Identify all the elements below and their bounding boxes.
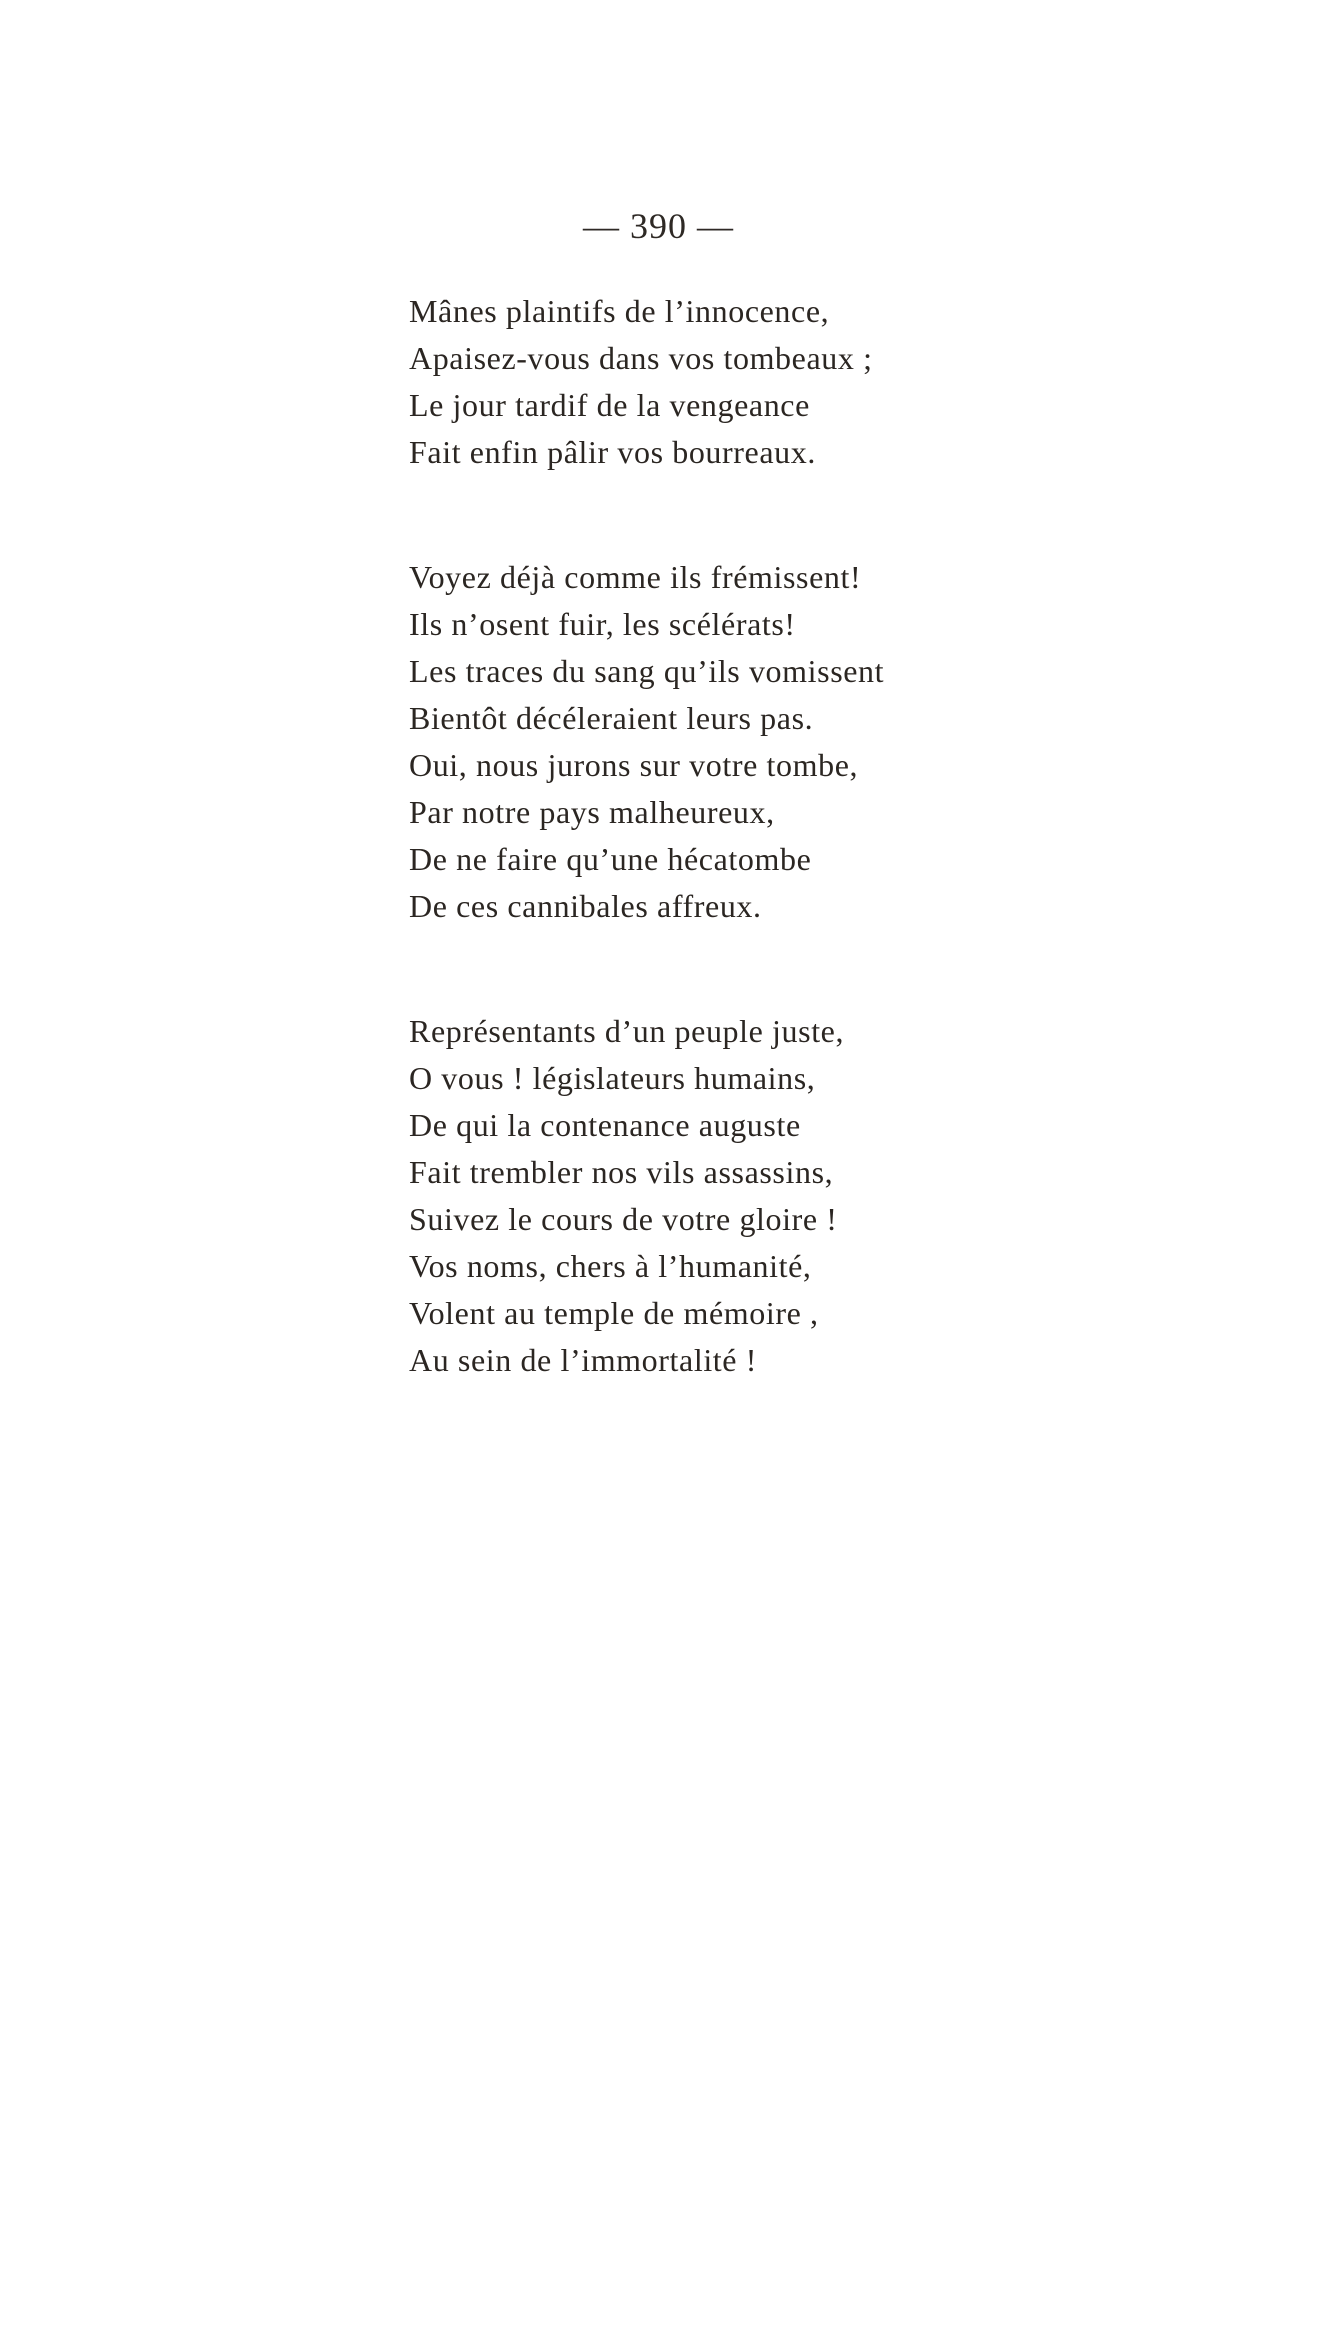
verse-line: O vous ! législateurs humains, xyxy=(409,1060,816,1096)
verse-line: Volent au temple de mémoire , xyxy=(409,1295,819,1331)
stanza-2 xyxy=(409,554,1169,930)
verse-line: Au sein de l’immortalité ! xyxy=(409,1342,757,1378)
verse-line: De qui la contenance auguste xyxy=(409,1107,801,1143)
verse-line: Vos noms, chers à l’humanité, xyxy=(409,1248,812,1284)
verse-line: Fait enfin pâlir vos bourreaux. xyxy=(409,434,816,470)
verse-line: Apaisez-vous dans vos tombeaux ; xyxy=(409,340,873,376)
verse-line: Fait trembler nos vils assassins, xyxy=(409,1154,834,1190)
stanza-3 xyxy=(409,1008,1169,1384)
verse-line: Par notre pays malheureux, xyxy=(409,794,775,830)
stanza-1 xyxy=(409,288,1169,476)
verse-line: Le jour tardif de la vengeance xyxy=(409,387,810,423)
verse-line: Les traces du sang qu’ils vomissent xyxy=(409,653,885,689)
verse-line: Mânes plaintifs de l’innocence, xyxy=(409,293,830,329)
verse-line: Voyez déjà comme ils frémissent! xyxy=(409,559,862,595)
verse-line: Oui, nous jurons sur votre tombe, xyxy=(409,747,859,783)
verse-line: Représentants d’un peuple juste, xyxy=(409,1013,845,1049)
verse-line: Bientôt décéleraient leurs pas. xyxy=(409,700,814,736)
page-number: — 390 — xyxy=(583,206,734,246)
verse-line: De ces cannibales affreux. xyxy=(409,888,762,924)
verse-line: De ne faire qu’une hécatombe xyxy=(409,841,812,877)
verse-line: Suivez le cours de votre gloire ! xyxy=(409,1201,838,1237)
verse-line: Ils n’osent fuir, les scélérats! xyxy=(409,606,796,642)
